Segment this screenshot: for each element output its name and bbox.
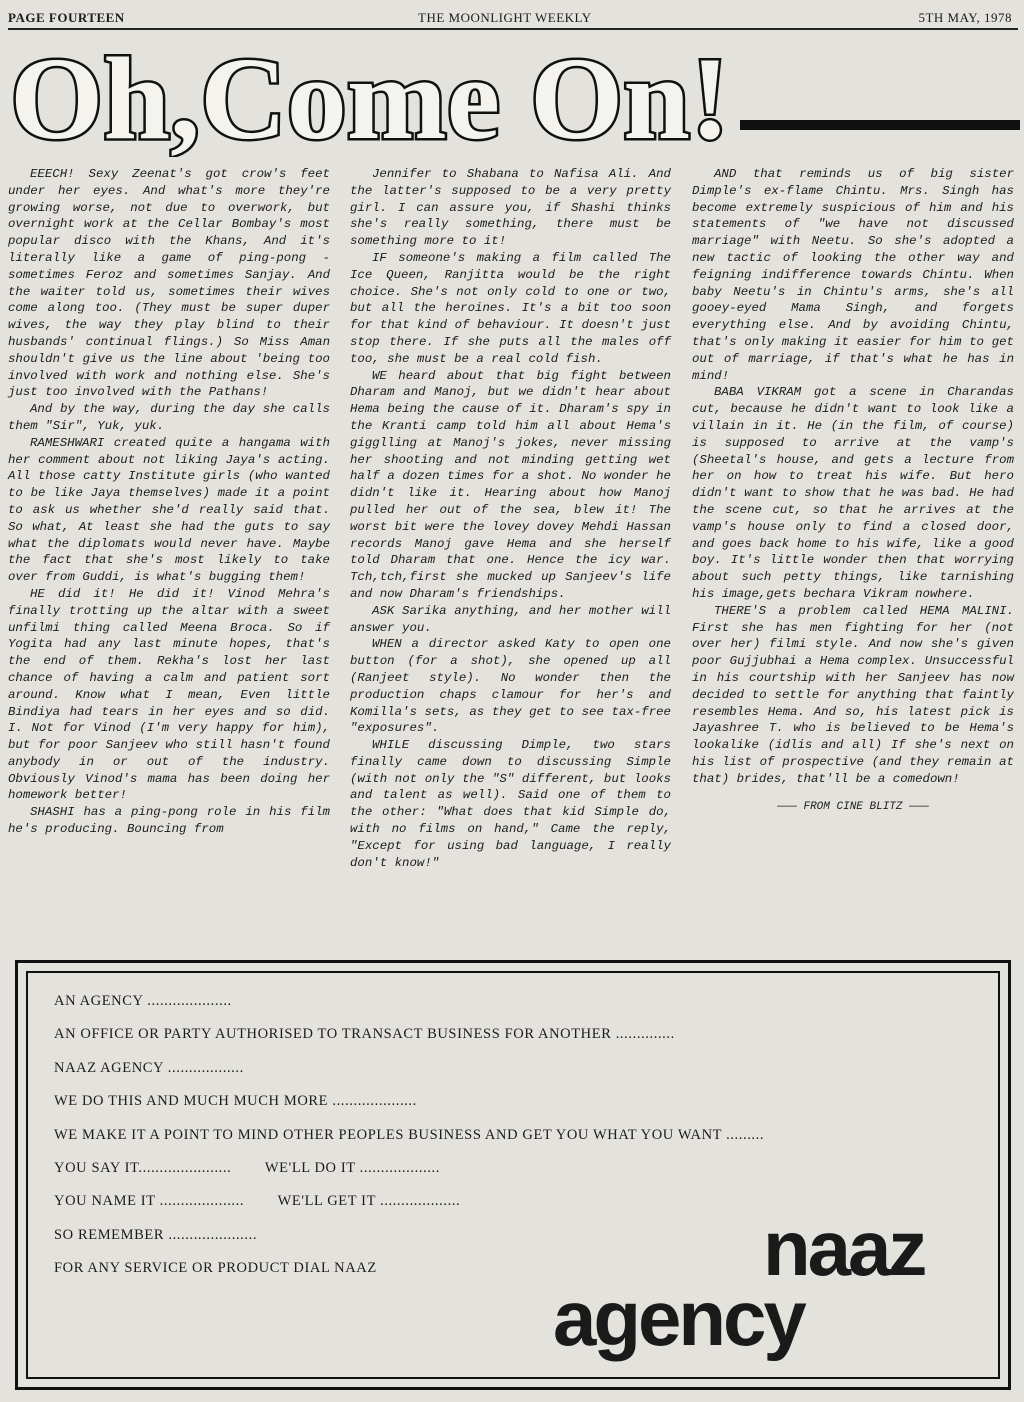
naaz-agency-advertisement [15,960,1011,1390]
paragraph: THERE'S a problem called HEMA MALINI. First she has men fighting for her (not over her) filmi style. And now she's given poor Gujjubhai a Hema complex. Unsuccessful in his courtship with her Sanjeev has now decided to settle for anything that faintly resembles Hema. And so, his latest pick is Jayashree T. who is believed to be Hema's lookalike (idlis and all) If she's next on his list of prospective (and they remain at that) brides, that'll be a comedown! [692,603,1014,786]
page-number: PAGE FOURTEEN [8,10,125,25]
page-header [8,8,1018,30]
paragraph: And by the way, during the day she calls them "Sir", Yuk, yuk. [8,402,330,433]
ad-line: SO REMEMBER ..................... [54,1226,258,1243]
ad-line: FOR ANY SERVICE OR PRODUCT DIAL NAAZ [54,1260,377,1277]
brand-logo-agency: agency [553,1274,804,1362]
masthead-title [8,42,748,157]
paragraph: SHASHI has a ping-pong role in his film he's producing. Bouncing from [8,805,330,837]
paragraph: RAMESHWARI created quite a hangama with her comment about not liking Jaya's acting. All those catty Institute girls (who wanted to be like Jaya themselves) made it a point to ask us whether she'd really said that. So what, At least she had the guts to say what the diplomats would never have. Maybe the fact that she's most likely to take over from Guddi, is what's bugging them! [8,435,330,585]
publication-name: THE MOONLIGHT WEEKLY [418,10,592,25]
paragraph: WHEN a director asked Katy to open one button (for a shot), she opened up all (Ranjeet style). No wonder then the production chaps clamour for her's and Komilla's sets, as they get to see tax-free "exposures". [350,637,671,736]
paragraph: HE did it! He did it! Vinod Mehra's finally trotting up the altar with a sweet unfilmi thing called Meena Broca. So if Yogita had any last minute hopes, that's the end of them. Rekha's lost her last chance of having a calm and patient sort around. Know what I mean, Even little Bindiya had tears in her eyes and so did. I. Not for Vinod (I'm very happy for him), but for poor Sanjeev who still hasn't found anybody in or out of the industry. Obviously Vinod's mama has been doing her homework better! [8,586,330,803]
ad-line: NAAZ AGENCY .................. [54,1059,244,1076]
paragraph: BABA VIKRAM got a scene in Charandas cut, because he didn't want to look like a villain in it. He (in the film, of course) is supposed to arrive at the vamp's (Sheetal's house, and gets a lecture from her on how to treat his wife. But hero didn't want to show that he was bad. He had the scene cut, so that he arrives at the vamp's house only to find a closed door, and goes back home to his wife, like a good boy. It's little wonder then that worrying about such petty things, like tarnishing his image,gets bechara Vikram nowhere. [692,385,1014,601]
ad-line: WE MAKE IT A POINT TO MIND OTHER PEOPLES BUSINESS AND GET YOU WHAT YOU WANT ......... [54,1126,765,1143]
paragraph: WE heard about that big fight between Dharam and Manoj, but we didn't hear about Hema being the cause of it. Dharam's spy in the Kranti camp told him all about Hema's gigglling at Manoj's jokes, never missing her shooting and not minding getting wet half a dozen times for a shot. No wonder he didn't like it. Hearing about how Manoj pulled her out of the sea, blew it! The worst bit were the lovey dovey Mehdi Hassan records Manoj gave Hema and she herself told Dharam that one. Hence the icy war. Tch,tch,first she mucked up Sanjeev's life and now Dharam's friendships. [350,368,671,601]
paragraph: EEECH! Sexy Zeenat's got crow's feet under her eyes. And what's more they're growing worse, not due to overwork, but overnight work at the Cellar Bombay's most popular disco with the Khans, And it's literally like a game of ping-pong - sometimes Feroz and sometimes Sanjay. And the waiter told us, sometimes their wives come along too. (They must be super duper wives, the way they play blind to their husbands' continual flings.) So Miss Aman shouldn't give us the line about 'being too involved with work and nothing else. She's just too involved with the Pathans! [8,167,330,400]
advertisement-copy [54,993,764,1294]
column-1 [8,166,330,838]
ad-line: YOU NAME IT .................... WE'LL GET IT ................... [54,1193,461,1210]
paragraph: ASK Sarika anything, and her mother will answer you. [350,603,671,635]
brand-logo-naaz: naaz [763,1204,925,1292]
ad-line: AN AGENCY .................... [54,993,232,1009]
paragraph: WHILE discussing Dimple, two stars finally came down to discussing Simple (with not only the "S" different, but looks and talent as well). Said one of them to the other: "What does that kid Simple do, with no films on hand," Came the reply, "Except for using bad language, I really don't know!" [350,738,671,870]
column-2 [350,166,671,871]
masthead-title-text: Oh,Come On! [10,42,730,157]
masthead-rule [740,120,1020,130]
source-credit: ——— FROM CINE BLITZ ——— [777,801,929,814]
paragraph: IF someone's making a film called The Ice Queen, Ranjitta would be the right choice. She's not only cold to one or two, but all the heroines. It's a bit too soon for that kind of behaviour. It doesn't just stop there. If she puts all the males off too, she must be a real cold fish. [350,250,671,366]
ad-line: YOU SAY IT...................... WE'LL DO IT ................... [54,1159,440,1176]
column-masthead [8,42,1020,157]
column-3 [692,166,1014,816]
paragraph: Jennifer to Shabana to Nafisa Ali. And the latter's supposed to be a very pretty girl. I can assure you, if Shashi thinks she's really something, there must be something more to it! [350,167,671,249]
paragraph: AND that reminds us of big sister Dimple's ex-flame Chintu. Mrs. Singh has become extremely suspicious of him and his statements of "we have not discussed marriage" with Neetu. So she's adopted a new tactic of looking the other way and feigning indifference towards Chintu. When baby Neetu's in Chintu's arms, she's all gooey-eyed Mama Singh, and forgets everything else. And by avoiding Chintu, that's only making it easier for him to get out of marriage, if that's what he has in mind! [692,167,1014,383]
ad-line: AN OFFICE OR PARTY AUTHORISED TO TRANSACT BUSINESS FOR ANOTHER .............. [54,1026,675,1043]
issue-date: 5TH MAY, 1978 [918,10,1012,25]
advertisement-inner-border [26,971,1000,1379]
ad-line: WE DO THIS AND MUCH MUCH MORE .................... [54,1093,417,1110]
